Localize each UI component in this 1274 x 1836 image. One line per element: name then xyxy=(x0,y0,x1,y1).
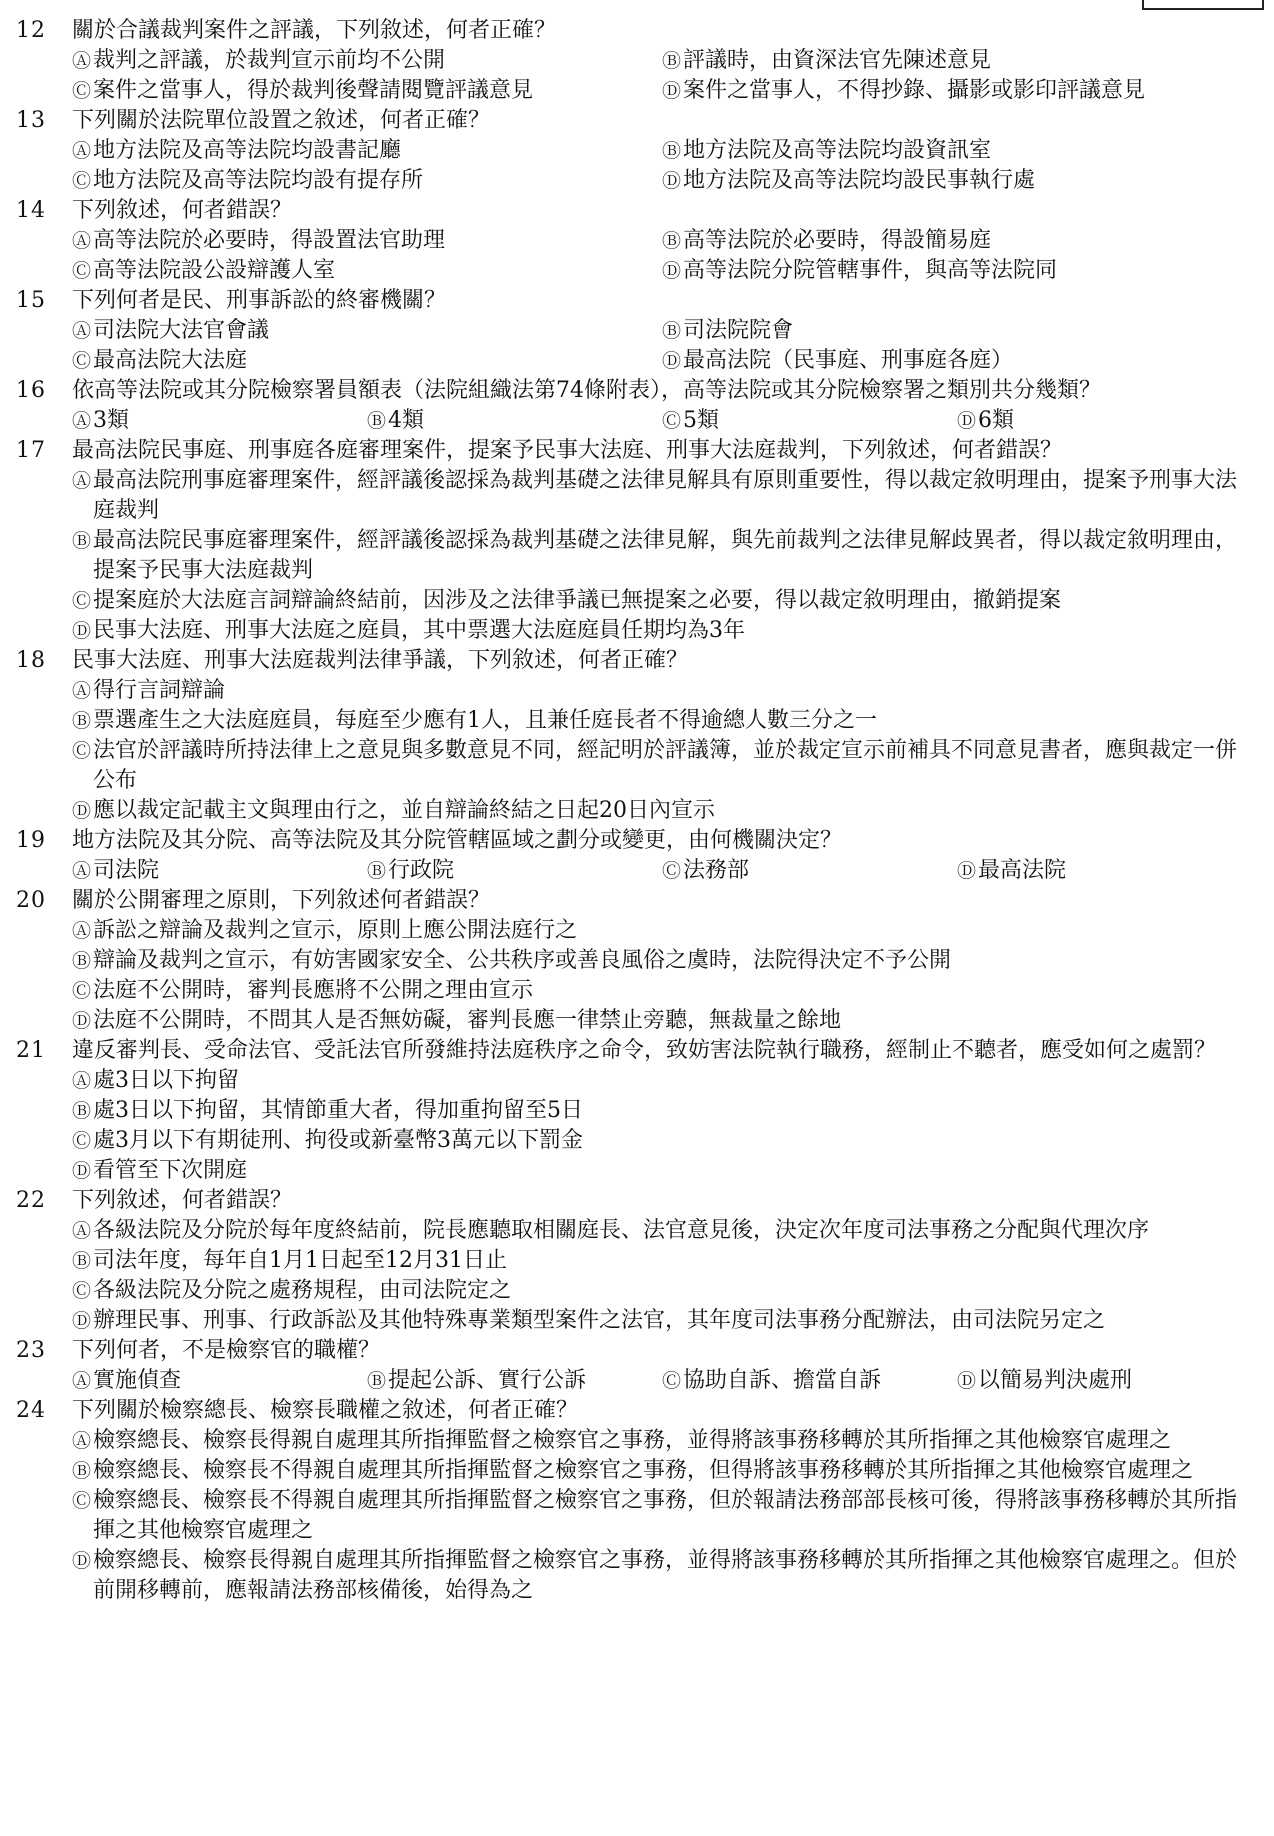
answer-option xyxy=(72,1096,583,1126)
option-row xyxy=(72,1546,1252,1606)
option-row xyxy=(72,586,1252,616)
option-letter: Ⓐ xyxy=(72,860,92,882)
answer-option xyxy=(367,406,662,436)
option-letter: Ⓓ xyxy=(662,350,682,372)
option-text: 法官於評議時所持法律上之意見與多數意見不同，經記明於評議簿，並於裁定宣示前補具不同意見書者，應與裁定一併公布 xyxy=(93,738,1238,793)
option-text: 提案庭於大法庭言詞辯論終結前，因涉及之法律爭議已無提案之必要，得以裁定敘明理由，撤銷提案 xyxy=(93,588,1062,613)
option-text: 4類 xyxy=(388,408,425,433)
option-row xyxy=(72,1306,1252,1336)
option-row xyxy=(72,1156,1252,1186)
option-letter: Ⓐ xyxy=(72,320,92,342)
answer-option xyxy=(662,346,1252,376)
option-text: 司法院院會 xyxy=(683,318,794,343)
question-number: 22 xyxy=(16,1188,46,1213)
answer-option xyxy=(72,1156,247,1186)
option-letter: Ⓒ xyxy=(72,980,92,1002)
option-list xyxy=(0,1366,1274,1396)
question-item xyxy=(0,1336,1274,1396)
question-number: 19 xyxy=(16,828,46,853)
question-number: 13 xyxy=(16,108,46,133)
question-stem-line xyxy=(0,886,1274,916)
answer-option xyxy=(72,166,662,196)
option-letter: Ⓓ xyxy=(662,260,682,282)
option-text: 地方法院及高等法院均設民事執行處 xyxy=(683,168,1036,193)
question-stem-line xyxy=(0,1036,1274,1066)
option-letter: Ⓒ xyxy=(72,1130,92,1152)
option-text: 最高法院（民事庭、刑事庭各庭） xyxy=(683,348,1014,373)
option-list xyxy=(0,856,1274,886)
question-stem: 依高等法院或其分院檢察署員額表（法院組織法第74條附表），高等法院或其分院檢察署之類別共分幾類？ xyxy=(72,378,1101,403)
question-number: 20 xyxy=(16,888,46,913)
option-letter: Ⓑ xyxy=(72,1250,92,1272)
option-text: 最高法院大法庭 xyxy=(93,348,248,373)
option-letter: Ⓓ xyxy=(72,620,92,642)
option-list xyxy=(0,1066,1274,1186)
option-row xyxy=(72,1216,1252,1246)
answer-option xyxy=(72,316,662,346)
option-letter: Ⓒ xyxy=(72,260,92,282)
option-text: 最高法院民事庭審理案件，經評議後認採為裁判基礎之法律見解，與先前裁判之法律見解歧異者，得以裁定敘明理由，提案予民事大法庭裁判 xyxy=(93,528,1238,583)
option-text: 法務部 xyxy=(683,858,750,883)
option-letter: Ⓓ xyxy=(72,800,92,822)
option-list xyxy=(0,316,1274,376)
option-text: 得行言詞辯論 xyxy=(93,678,226,703)
option-text: 檢察總長、檢察長得親自處理其所指揮監督之檢察官之事務，並得將該事務移轉於其所指揮之其他檢察官處理之。但於前開移轉前，應報請法務部核備後，始得為之 xyxy=(93,1548,1238,1603)
answer-option xyxy=(72,136,662,166)
question-item xyxy=(0,826,1274,886)
option-letter: Ⓑ xyxy=(367,1370,387,1392)
option-row xyxy=(72,1066,1252,1096)
option-text: 各級法院及分院於每年度終結前，院長應聽取相關庭長、法官意見後，決定次年度司法事務之分配與代理次序 xyxy=(93,1218,1150,1243)
option-text: 高等法院於必要時，得設置法官助理 xyxy=(93,228,446,253)
option-text: 高等法院於必要時，得設簡易庭 xyxy=(683,228,992,253)
answer-option xyxy=(72,916,577,946)
question-stem-line xyxy=(0,106,1274,136)
question-item xyxy=(0,1036,1274,1186)
answer-option xyxy=(72,1366,367,1396)
option-list xyxy=(0,466,1274,646)
option-row xyxy=(72,406,1252,436)
option-text: 司法院 xyxy=(93,858,160,883)
option-letter: Ⓐ xyxy=(72,410,92,432)
option-row xyxy=(72,1366,1252,1396)
option-text: 3類 xyxy=(93,408,130,433)
answer-option xyxy=(72,406,367,436)
option-text: 最高法院 xyxy=(978,858,1067,883)
option-text: 辯論及裁判之宣示，有妨害國家安全、公共秩序或善良風俗之虞時，法院得決定不予公開 xyxy=(93,948,952,973)
question-number: 24 xyxy=(16,1398,46,1423)
option-text: 以簡易判決處刑 xyxy=(978,1368,1133,1393)
option-letter: Ⓐ xyxy=(72,680,92,702)
option-letter: Ⓓ xyxy=(72,1550,92,1572)
option-text: 民事大法庭、刑事大法庭之庭員，其中票選大法庭庭員任期均為3年 xyxy=(93,618,746,643)
answer-option xyxy=(662,76,1252,106)
question-item xyxy=(0,1186,1274,1336)
option-letter: Ⓑ xyxy=(72,530,92,552)
answer-option xyxy=(72,946,951,976)
option-letter: Ⓐ xyxy=(72,230,92,252)
answer-option xyxy=(72,796,715,826)
question-stem-line xyxy=(0,196,1274,226)
answer-option xyxy=(72,226,662,256)
answer-option xyxy=(72,1246,507,1276)
option-letter: Ⓓ xyxy=(957,1370,977,1392)
option-row xyxy=(72,1486,1252,1546)
answer-option xyxy=(72,1426,1171,1456)
answer-option xyxy=(367,1366,662,1396)
option-text: 評議時，由資深法官先陳述意見 xyxy=(683,48,992,73)
option-letter: Ⓒ xyxy=(662,860,682,882)
question-item xyxy=(0,436,1274,646)
option-row xyxy=(72,1456,1252,1486)
option-row xyxy=(72,316,1252,346)
option-row xyxy=(72,46,1252,76)
question-number: 14 xyxy=(16,198,46,223)
question-item xyxy=(0,1396,1274,1606)
option-text: 辦理民事、刑事、行政訴訟及其他特殊專業類型案件之法官，其年度司法事務分配辦法，由司法院另定之 xyxy=(93,1308,1106,1333)
answer-option xyxy=(367,856,662,886)
option-text: 法庭不公開時，審判長應將不公開之理由宣示 xyxy=(93,978,534,1003)
option-row xyxy=(72,136,1252,166)
option-letter: Ⓐ xyxy=(72,1370,92,1392)
option-text: 處3月以下有期徒刑、拘役或新臺幣3萬元以下罰金 xyxy=(93,1128,584,1153)
question-stem-line xyxy=(0,826,1274,856)
option-letter: Ⓑ xyxy=(662,230,682,252)
option-letter: Ⓐ xyxy=(72,1070,92,1092)
question-stem-line xyxy=(0,16,1274,46)
answer-option xyxy=(72,46,662,76)
answer-option xyxy=(662,226,1252,256)
option-row xyxy=(72,226,1252,256)
answer-option xyxy=(662,406,957,436)
option-list xyxy=(0,136,1274,196)
option-letter: Ⓐ xyxy=(72,140,92,162)
option-text: 應以裁定記載主文與理由行之，並自辯論終結之日起20日內宣示 xyxy=(93,798,716,823)
option-text: 司法年度，每年自1月1日起至12月31日止 xyxy=(93,1248,507,1273)
question-stem: 關於公開審理之原則，下列敘述何者錯誤？ xyxy=(72,888,491,913)
option-letter: Ⓓ xyxy=(957,410,977,432)
answer-option xyxy=(662,316,1252,346)
option-text: 高等法院分院管轄事件，與高等法院同 xyxy=(683,258,1058,283)
option-letter: Ⓓ xyxy=(662,170,682,192)
answer-option xyxy=(72,1486,1252,1546)
option-letter: Ⓒ xyxy=(662,410,682,432)
option-letter: Ⓑ xyxy=(72,950,92,972)
question-number: 17 xyxy=(16,438,46,463)
answer-option xyxy=(662,136,1252,166)
question-stem: 地方法院及其分院、高等法院及其分院管轄區域之劃分或變更，由何機關決定？ xyxy=(72,828,843,853)
option-letter: Ⓒ xyxy=(72,1280,92,1302)
option-text: 看管至下次開庭 xyxy=(93,1158,248,1183)
option-text: 訴訟之辯論及裁判之宣示，原則上應公開法庭行之 xyxy=(93,918,578,943)
option-letter: Ⓒ xyxy=(662,1370,682,1392)
answer-option xyxy=(72,1456,1193,1486)
question-stem-line xyxy=(0,436,1274,466)
answer-option xyxy=(72,76,662,106)
option-letter: Ⓑ xyxy=(72,1100,92,1122)
option-list xyxy=(0,406,1274,436)
question-stem: 關於合議裁判案件之評議，下列敘述，何者正確？ xyxy=(72,18,557,43)
option-text: 案件之當事人，不得抄錄、攝影或影印評議意見 xyxy=(683,78,1146,103)
option-letter: Ⓒ xyxy=(72,350,92,372)
option-row xyxy=(72,166,1252,196)
question-stem-line xyxy=(0,376,1274,406)
question-stem: 下列關於法院單位設置之敘述，何者正確？ xyxy=(72,108,491,133)
option-row xyxy=(72,1246,1252,1276)
option-row xyxy=(72,706,1252,736)
question-item xyxy=(0,106,1274,196)
question-item xyxy=(0,286,1274,376)
option-text: 裁判之評議，於裁判宣示前均不公開 xyxy=(93,48,446,73)
question-stem: 下列敘述，何者錯誤？ xyxy=(72,1188,293,1213)
option-letter: Ⓐ xyxy=(72,1430,92,1452)
option-row xyxy=(72,1096,1252,1126)
option-letter: Ⓓ xyxy=(72,1010,92,1032)
option-text: 地方法院及高等法院均設有提存所 xyxy=(93,168,424,193)
question-number: 15 xyxy=(16,288,46,313)
exam-page xyxy=(0,16,1274,1606)
option-row xyxy=(72,1126,1252,1156)
option-letter: Ⓐ xyxy=(72,470,92,492)
question-stem: 下列何者是民、刑事訴訟的終審機關？ xyxy=(72,288,447,313)
option-list xyxy=(0,1426,1274,1606)
option-text: 行政院 xyxy=(388,858,455,883)
option-letter: Ⓒ xyxy=(72,590,92,612)
answer-option xyxy=(957,406,1252,436)
answer-option xyxy=(72,976,533,1006)
option-row xyxy=(72,796,1252,826)
option-text: 檢察總長、檢察長得親自處理其所指揮監督之檢察官之事務，並得將該事務移轉於其所指揮之其他檢察官處理之 xyxy=(93,1428,1172,1453)
question-item xyxy=(0,886,1274,1036)
option-text: 6類 xyxy=(978,408,1015,433)
question-item xyxy=(0,646,1274,826)
option-letter: Ⓒ xyxy=(72,170,92,192)
option-row xyxy=(72,1006,1252,1036)
answer-option xyxy=(662,46,1252,76)
option-letter: Ⓑ xyxy=(367,860,387,882)
answer-option xyxy=(957,1366,1252,1396)
question-stem-line xyxy=(0,646,1274,676)
question-number: 23 xyxy=(16,1338,46,1363)
option-text: 司法院大法官會議 xyxy=(93,318,270,343)
answer-option xyxy=(957,856,1252,886)
option-row xyxy=(72,1276,1252,1306)
answer-option xyxy=(72,586,1061,616)
answer-option xyxy=(72,1546,1252,1606)
answer-option xyxy=(72,736,1252,796)
question-number: 12 xyxy=(16,18,46,43)
question-item xyxy=(0,16,1274,106)
option-letter: Ⓒ xyxy=(72,1490,92,1512)
answer-option xyxy=(72,526,1252,586)
option-row xyxy=(72,676,1252,706)
answer-option xyxy=(72,466,1252,526)
option-letter: Ⓑ xyxy=(662,50,682,72)
option-letter: Ⓓ xyxy=(957,860,977,882)
option-letter: Ⓑ xyxy=(662,320,682,342)
option-letter: Ⓐ xyxy=(72,1220,92,1242)
answer-option xyxy=(72,1126,583,1156)
option-letter: Ⓑ xyxy=(72,1460,92,1482)
option-list xyxy=(0,46,1274,106)
option-letter: Ⓓ xyxy=(72,1160,92,1182)
answer-option xyxy=(72,616,745,646)
question-stem-line xyxy=(0,1396,1274,1426)
option-text: 檢察總長、檢察長不得親自處理其所指揮監督之檢察官之事務，但得將該事務移轉於其所指揮之其他檢察官處理之 xyxy=(93,1458,1194,1483)
option-row xyxy=(72,346,1252,376)
option-row xyxy=(72,526,1252,586)
option-letter: Ⓑ xyxy=(72,710,92,732)
option-letter: Ⓑ xyxy=(367,410,387,432)
option-text: 高等法院設公設辯護人室 xyxy=(93,258,336,283)
question-item xyxy=(0,376,1274,436)
question-stem-line xyxy=(0,1186,1274,1216)
question-stem-line xyxy=(0,1336,1274,1366)
option-list xyxy=(0,226,1274,286)
question-stem: 下列關於檢察總長、檢察長職權之敘述，何者正確？ xyxy=(72,1398,579,1423)
answer-option xyxy=(72,1006,841,1036)
option-text: 處3日以下拘留 xyxy=(93,1068,240,1093)
answer-option xyxy=(72,676,225,706)
option-text: 案件之當事人，得於裁判後聲請閱覽評議意見 xyxy=(93,78,534,103)
page-number-box xyxy=(1142,0,1264,10)
option-row xyxy=(72,256,1252,286)
option-row xyxy=(72,916,1252,946)
option-row xyxy=(72,946,1252,976)
answer-option xyxy=(72,1306,1105,1336)
option-list xyxy=(0,916,1274,1036)
answer-option xyxy=(72,346,662,376)
option-row xyxy=(72,1426,1252,1456)
answer-option xyxy=(662,256,1252,286)
option-list xyxy=(0,676,1274,826)
option-row xyxy=(72,616,1252,646)
question-stem: 違反審判長、受命法官、受託法官所發維持法庭秩序之命令，致妨害法院執行職務，經制止不聽者，應受如何之處罰？ xyxy=(72,1038,1217,1063)
option-text: 法庭不公開時，不問其人是否無妨礙，審判長應一律禁止旁聽，無裁量之餘地 xyxy=(93,1008,842,1033)
question-stem: 民事大法庭、刑事大法庭裁判法律爭議，下列敘述，何者正確？ xyxy=(72,648,689,673)
option-list xyxy=(0,1216,1274,1336)
option-text: 地方法院及高等法院均設資訊室 xyxy=(683,138,992,163)
answer-option xyxy=(662,166,1252,196)
answer-option xyxy=(72,706,877,736)
option-letter: Ⓒ xyxy=(72,80,92,102)
option-text: 處3日以下拘留，其情節重大者，得加重拘留至5日 xyxy=(93,1098,584,1123)
option-row xyxy=(72,976,1252,1006)
option-letter: Ⓓ xyxy=(662,80,682,102)
option-text: 提起公訴、實行公訴 xyxy=(388,1368,587,1393)
question-number: 21 xyxy=(16,1038,46,1063)
answer-option xyxy=(72,1216,1149,1246)
option-letter: Ⓐ xyxy=(72,50,92,72)
option-letter: Ⓓ xyxy=(72,1310,92,1332)
option-letter: Ⓒ xyxy=(72,740,92,762)
option-row xyxy=(72,736,1252,796)
question-number: 16 xyxy=(16,378,46,403)
answer-option xyxy=(662,856,957,886)
option-row xyxy=(72,466,1252,526)
option-text: 檢察總長、檢察長不得親自處理其所指揮監督之檢察官之事務，但於報請法務部部長核可後，得將該事務移轉於其所指揮之其他檢察官處理之 xyxy=(93,1488,1238,1543)
option-letter: Ⓐ xyxy=(72,920,92,942)
question-stem: 最高法院民事庭、刑事庭各庭審理案件，提案予民事大法庭、刑事大法庭裁判，下列敘述，何者錯誤？ xyxy=(72,438,1063,463)
option-text: 地方法院及高等法院均設書記廳 xyxy=(93,138,402,163)
option-text: 實施偵查 xyxy=(93,1368,182,1393)
question-stem-line xyxy=(0,286,1274,316)
option-text: 協助自訴、擔當自訴 xyxy=(683,1368,882,1393)
question-number: 18 xyxy=(16,648,46,673)
option-text: 5類 xyxy=(683,408,720,433)
option-row xyxy=(72,856,1252,886)
answer-option xyxy=(72,1276,511,1306)
option-text: 最高法院刑事庭審理案件，經評議後認採為裁判基礎之法律見解具有原則重要性，得以裁定敘明理由，提案予刑事大法庭裁判 xyxy=(93,468,1238,523)
answer-option xyxy=(72,1066,239,1096)
option-text: 票選產生之大法庭庭員，每庭至少應有1人，且兼任庭長者不得逾總人數三分之一 xyxy=(93,708,878,733)
option-letter: Ⓑ xyxy=(662,140,682,162)
question-item xyxy=(0,196,1274,286)
option-row xyxy=(72,76,1252,106)
option-text: 各級法院及分院之處務規程，由司法院定之 xyxy=(93,1278,512,1303)
question-stem: 下列敘述，何者錯誤？ xyxy=(72,198,293,223)
answer-option xyxy=(72,256,662,286)
question-stem: 下列何者，不是檢察官的職權？ xyxy=(72,1338,381,1363)
answer-option xyxy=(72,856,367,886)
answer-option xyxy=(662,1366,957,1396)
